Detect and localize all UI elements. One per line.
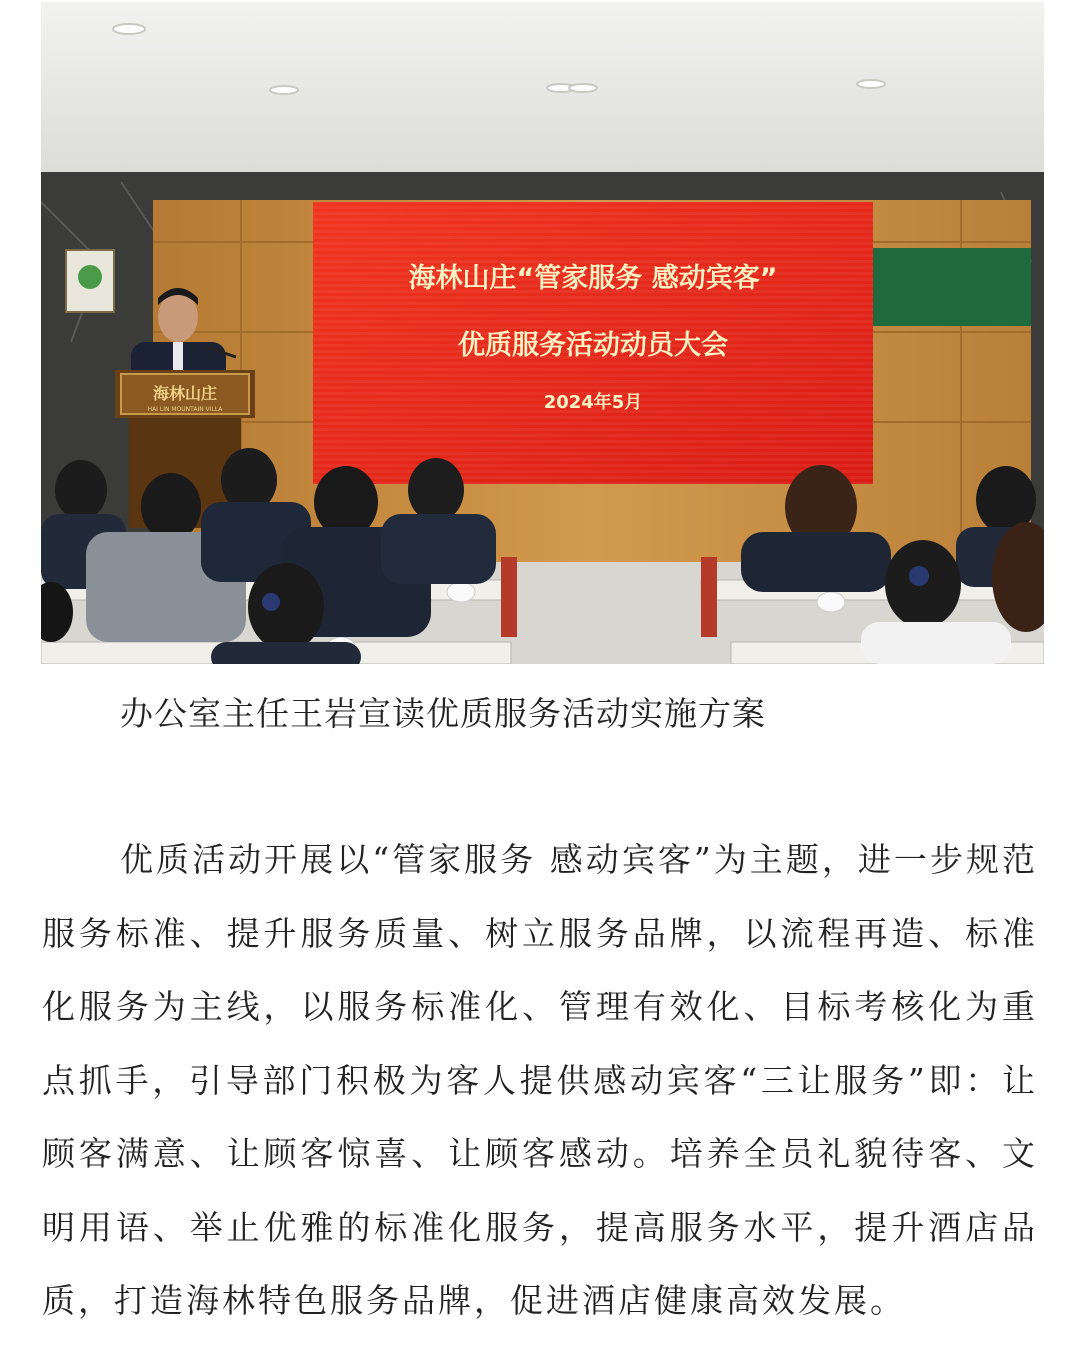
meeting-photo <box>41 2 1044 664</box>
screen-date: 2024年5月 <box>543 392 643 413</box>
meeting-photo-illustration <box>41 2 1044 664</box>
podium-text: 海林山庄 <box>152 384 218 403</box>
body-paragraph-text: 优质活动开展以“管家服务 感动宾客”为主题，进一步规范服务标准、提升服务质量、树立服务品牌，以流程再造、标准化服务为主线，以服务标准化、管理有效化、目标考核化为重点抓手，引导部门积极为客人提供感动宾客“三让服务”即：让顾客满意、让顾客惊喜、让顾客感动。培养全员礼貌待客、文明用语、举止优雅的标准化服务，提高服务水平，提升酒店品质，打造海林特色服务品牌，促进酒店健康高效发展。 <box>42 840 1038 1320</box>
podium-subtext: HAI LIN MOUNTAIN VILLA <box>147 406 223 413</box>
screen-title-line1: 海林山庄“管家服务 感动宾客” <box>408 263 778 294</box>
screen-title-line2: 优质服务活动动员大会 <box>458 330 728 361</box>
body-paragraph <box>42 823 1038 1338</box>
projection-screen <box>313 202 873 484</box>
photo-caption: 办公室主任王岩宣读优质服务活动实施方案 <box>120 694 766 733</box>
